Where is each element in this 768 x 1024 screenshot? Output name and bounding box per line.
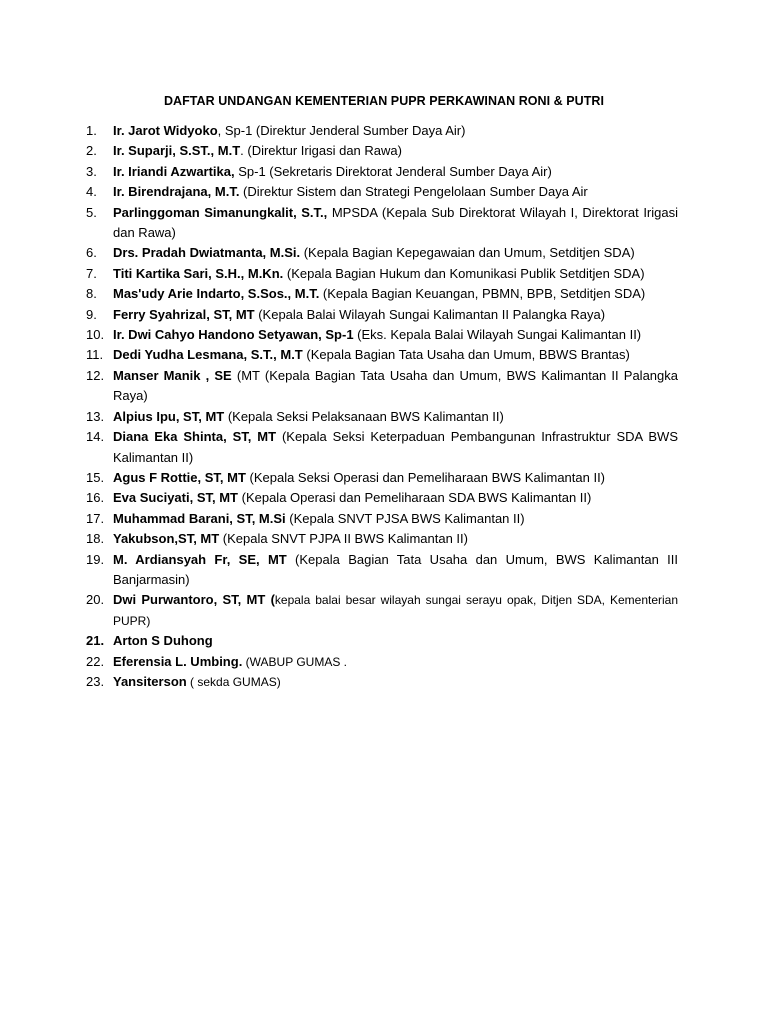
list-item [86, 121, 678, 141]
invitee-name: Yansiterson [113, 673, 187, 689]
invitee-position: (Kepala SNVT PJSA BWS Kalimantan II) [285, 510, 525, 526]
list-item [86, 590, 678, 631]
invitee-name: Parlinggoman Simanungkalit, S.T., [113, 204, 328, 220]
list-item [86, 672, 678, 692]
invitee-position: Sp-1 (Sekretaris Direktorat Jenderal Sumber Daya Air) [234, 163, 552, 179]
invitee-name: Mas'udy Arie Indarto, S.Sos., M.T. [113, 286, 320, 302]
invitee-name: Yakubson,ST, MT [113, 531, 220, 547]
list-item-number: 15. [86, 469, 105, 485]
invitee-position: ( sekda GUMAS) [186, 674, 281, 689]
list-item-number: 18. [86, 531, 105, 547]
list-item [86, 407, 678, 427]
list-item [86, 366, 678, 407]
invitee-name: Ir. Suparji, S.ST., M.T [113, 143, 241, 159]
invitee-position: (Kepala Operasi dan Pemeliharaan SDA BWS Kalimantan II) [238, 490, 592, 506]
invitee-position: (Kepala Bagian Keuangan, PBMN, BPB, Setditjen SDA) [319, 286, 646, 302]
list-item [86, 141, 678, 161]
list-item-number: 5. [86, 204, 97, 220]
invitee-position: (MT (Kepala Bagian Tata Usaha dan Umum, BWS Kalimantan II Palangka Raya) [113, 367, 678, 404]
list-item [86, 345, 678, 365]
invitee-name: Ir. Birendrajana, M.T. [113, 184, 240, 200]
list-item [86, 509, 678, 529]
invitee-position: (Kepala Bagian Tata Usaha dan Umum, BWS Kalimantan III Banjarmasin) [113, 551, 678, 587]
list-item-number: 7. [86, 265, 97, 281]
list-item-number: 6. [86, 245, 97, 261]
invitee-position: (Direktur Sistem dan Strategi Pengelolaan Sumber Daya Air [239, 184, 588, 200]
list-item-number: 19. [86, 551, 105, 567]
invitee-position: (Kepala SNVT PJPA II BWS Kalimantan II) [219, 531, 468, 547]
invitee-name: Arton S Duhong [113, 633, 213, 649]
list-item-number: 10. [86, 327, 105, 343]
list-item-number: 16. [86, 490, 105, 506]
invitee-name: Dedi Yudha Lesmana, S.T., M.T [113, 347, 303, 363]
list-item [86, 243, 678, 263]
invitee-position: (Eks. Kepala Balai Wilayah Sungai Kalimantan II) [353, 327, 642, 343]
invitee-name: Diana Eka Shinta, ST, MT [113, 429, 277, 445]
list-item-number: 14. [86, 429, 105, 445]
list-item-number: 11. [86, 347, 104, 363]
list-item-number: 12. [86, 367, 105, 383]
invitee-name: Dwi Purwantoro, ST, MT ( [113, 592, 275, 608]
invitee-name: Ferry Syahrizal, ST, MT [113, 306, 255, 322]
invitee-name: Titi Kartika Sari, S.H., M.Kn. [113, 265, 284, 281]
list-item-number: 9. [86, 306, 97, 322]
list-item-number: 22. [86, 653, 105, 669]
list-item-number: 13. [86, 408, 105, 424]
invitee-name: Drs. Pradah Dwiatmanta, M.Si. [113, 245, 301, 261]
list-item-number: 20. [86, 592, 105, 608]
invitee-position: (Kepala Balai Wilayah Sungai Kalimantan II Palangka Raya) [254, 306, 606, 322]
list-item-number: 17. [86, 510, 105, 526]
invitee-position: (Kepala Seksi Pelaksanaan BWS Kalimantan II) [224, 408, 504, 424]
invitee-position: . (Direktur Irigasi dan Rawa) [240, 143, 402, 159]
list-item [86, 529, 678, 549]
list-item-number: 8. [86, 286, 97, 302]
invitee-name: M. Ardiansyah Fr, SE, MT [113, 551, 287, 567]
invitee-position: (Kepala Bagian Kepegawaian dan Umum, Setditjen SDA) [300, 245, 635, 261]
list-item [86, 264, 678, 284]
list-item-number: 1. [86, 123, 97, 138]
invitee-name: Muhammad Barani, ST, M.Si [113, 510, 286, 526]
invitee-position: (Kepala Bagian Hukum dan Komunikasi Publik Setditjen SDA) [283, 265, 645, 281]
document-title: DAFTAR UNDANGAN KEMENTERIAN PUPR PERKAWINAN RONI & PUTRI [163, 94, 605, 108]
invitee-name: Agus F Rottie, ST, MT [113, 469, 246, 485]
invitee-position: , Sp-1 (Direktur Jenderal Sumber Daya Air) [217, 123, 466, 138]
invitee-name: Alpius Ipu, ST, MT [113, 408, 225, 424]
invitee-name: Ir. Jarot Widyoko [113, 123, 218, 138]
list-item-number: 4. [86, 184, 97, 200]
invitation-list [86, 121, 678, 692]
list-item-number: 23. [86, 673, 105, 689]
list-item [86, 488, 678, 508]
list-item [86, 284, 678, 304]
invitee-position: (WABUP GUMAS . [242, 654, 347, 669]
invitee-name: Eferensia L. Umbing. [113, 653, 243, 669]
list-item [86, 427, 678, 468]
list-item [86, 203, 678, 244]
invitee-position: MPSDA (Kepala Sub Direktorat Wilayah I, Direktorat Irigasi dan Rawa) [113, 204, 678, 241]
list-item [86, 325, 678, 345]
invitee-name: Ir. Iriandi Azwartika, [113, 163, 235, 179]
list-item-number: 2. [86, 143, 97, 159]
invitee-name: Ir. Dwi Cahyo Handono Setyawan, Sp-1 [113, 327, 354, 343]
list-item [86, 631, 678, 651]
list-item [86, 550, 678, 591]
list-item-number: 21. [86, 633, 105, 649]
list-item-number: 3. [86, 163, 97, 179]
invitee-position: (Kepala Seksi Keterpaduan Pembangunan Infrastruktur SDA BWS Kalimantan II) [113, 429, 678, 465]
invitee-name: Eva Suciyati, ST, MT [113, 490, 238, 506]
invitee-position: (Kepala Seksi Operasi dan Pemeliharaan BWS Kalimantan II) [245, 469, 606, 485]
list-item [86, 162, 678, 182]
list-item [86, 468, 678, 488]
list-item [86, 652, 678, 672]
invitee-position: (Kepala Bagian Tata Usaha dan Umum, BBWS Brantas) [302, 347, 630, 363]
invitee-name: Manser Manik , SE [113, 367, 232, 383]
list-item [86, 305, 678, 325]
list-item [86, 182, 678, 202]
invitee-position: kepala balai besar wilayah sungai serayu opak, Ditjen SDA, Kementerian PUPR) [113, 593, 679, 628]
